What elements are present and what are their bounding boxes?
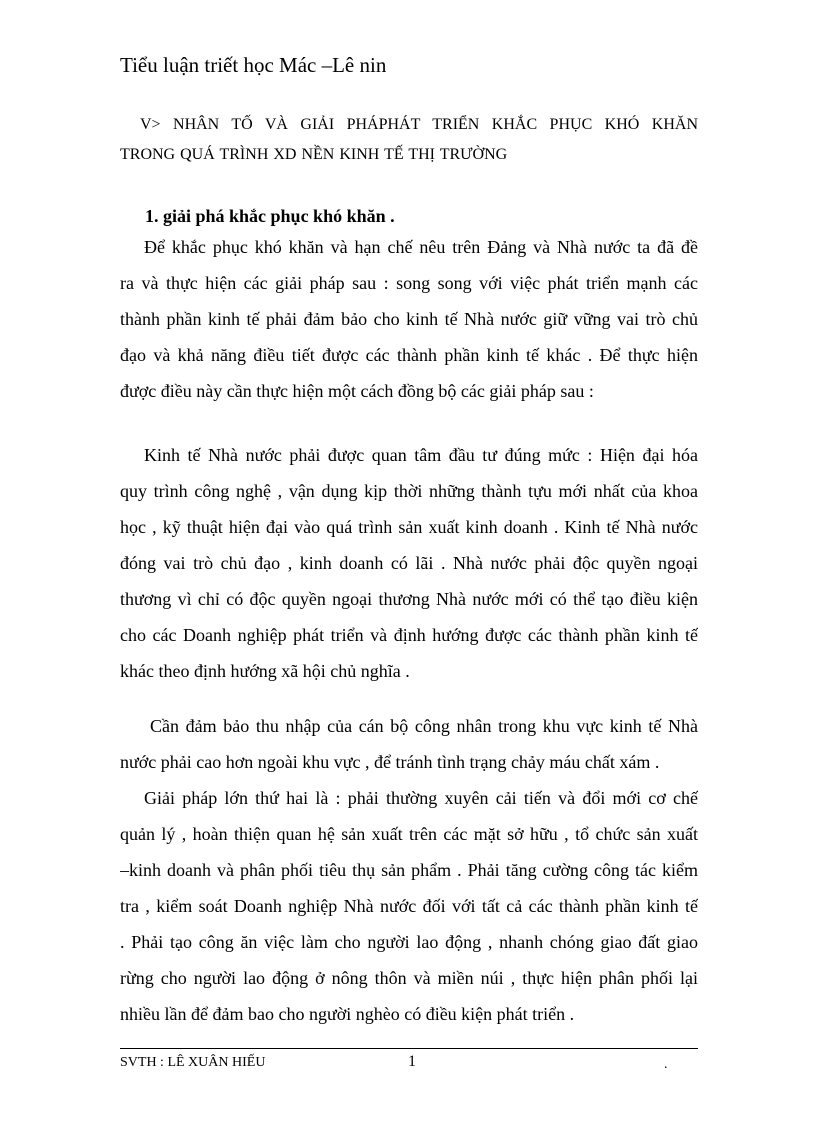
section-heading-line-1: V> NHÂN TỐ VÀ GIẢI PHÁPHÁT TRIỂN KHẮC PHỤC KHÓ KHĂN: [140, 116, 698, 133]
paragraph-2: [120, 437, 698, 689]
paragraph-line: đóng vai trò chủ đạo , kinh doanh có lãi . Nhà nước phải độc quyền ngoại: [120, 553, 698, 573]
paragraph-line: nhiều lần để đảm bao cho người nghèo có điều kiện phát triển .: [120, 1004, 575, 1024]
paragraph-line: ra và thực hiện các giải pháp sau : song song với việc phát triển mạnh các: [120, 273, 698, 293]
paragraph-line: đạo và khả năng điều tiết được các thành phần kinh tế khác . Để thực hiện: [120, 345, 698, 365]
paragraph-line: được điều này cần thực hiện một cách đồng bộ các giải pháp sau :: [120, 381, 594, 401]
paragraph-line: Kinh tế Nhà nước phải được quan tâm đầu tư đúng mức : Hiện đại hóa: [144, 445, 698, 465]
footer-author: SVTH : LÊ XUÂN HIẾU: [120, 1055, 266, 1070]
paragraph-line: rừng cho người lao động ở nông thôn và miền núi , thực hiện phân phối lại: [120, 968, 698, 988]
paragraph-line: Để khắc phục khó khăn và hạn chế nêu trên Đảng và Nhà nước ta đã đề: [144, 237, 698, 257]
paragraph-line: học , kỹ thuật hiện đại vào quá trình sản xuất kinh doanh . Kinh tế Nhà nước: [120, 517, 698, 537]
paragraph-1: [120, 229, 698, 409]
paragraph-line: khác theo định hướng xã hội chủ nghĩa .: [120, 661, 410, 681]
footer-divider: [120, 1048, 698, 1049]
paragraph-line: tra , kiểm soát Doanh nghiệp Nhà nước đối với tất cả các thành phần kinh tế: [120, 896, 698, 916]
section-heading-line-2: TRONG QUÁ TRÌNH XD NỀN KINH TẾ THỊ TRƯỜNG: [120, 146, 508, 163]
document-header-title: Tiểu luận triết học Mác –Lê nin: [120, 53, 387, 77]
paragraph-line: . Phải tạo công ăn việc làm cho người lao động , nhanh chóng giao đất giao: [120, 932, 698, 952]
paragraph-line: thành phần kinh tế phải đảm bảo cho kinh tế Nhà nước giữ vững vai trò chủ: [120, 309, 698, 329]
footer-trailing-mark: .: [664, 1057, 668, 1072]
paragraph-line: Cần đảm bảo thu nhập của cán bộ công nhân trong khu vực kinh tế Nhà: [150, 716, 698, 736]
paragraph-line: thương vì chỉ có độc quyền ngoại thương Nhà nước mới có thể tạo điều kiện: [120, 589, 698, 609]
paragraph-line: quy trình công nghệ , vận dụng kịp thời những thành tựu mới nhất của khoa: [120, 481, 698, 501]
paragraph-line: Giải pháp lớn thứ hai là : phải thường xuyên cải tiến và đổi mới cơ chế: [144, 788, 698, 808]
paragraph-line: nước phải cao hơn ngoài khu vực , để tránh tình trạng chảy máu chất xám .: [120, 752, 660, 772]
footer-page-number: 1: [408, 1053, 416, 1070]
sub-heading: 1. giải phá khắc phục khó khăn .: [145, 206, 395, 226]
paragraph-line: quản lý , hoàn thiện quan hệ sản xuất trên các mặt sở hữu , tổ chức sản xuất: [120, 824, 698, 844]
paragraph-line: –kinh doanh và phân phối tiêu thụ sản phẩm . Phải tăng cường công tác kiểm: [120, 860, 698, 880]
paragraph-3: [120, 708, 698, 780]
paragraph-line: cho các Doanh nghiệp phát triển và định hướng được các thành phần kinh tế: [120, 625, 698, 645]
section-heading: [120, 110, 698, 170]
paragraph-4: [120, 780, 698, 1032]
